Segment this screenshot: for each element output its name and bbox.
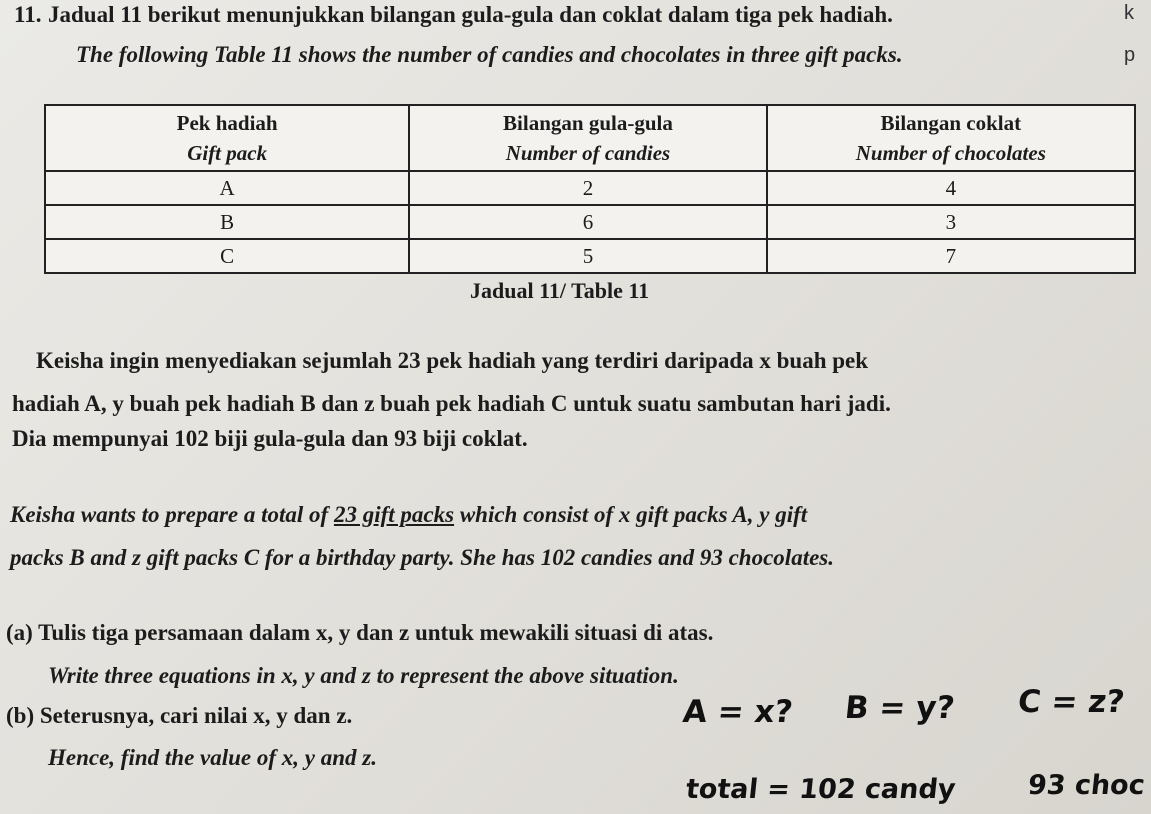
table-row [45,239,1135,273]
table-cell: A [45,171,409,205]
table-row [45,205,1135,239]
table-cell: 2 [409,171,766,205]
header-malay: Bilangan coklat [880,111,1022,135]
part-b-malay: (b) Seterusnya, cari nilai x, y dan z. [6,703,353,728]
table-cell: C [45,239,409,273]
table-header-cell [409,105,766,171]
table-row [45,171,1135,205]
page-edge-char: p [1124,44,1136,66]
paragraph-english-line [10,502,807,528]
paragraph-malay-line: Keisha ingin menyediakan sejumlah 23 pek hadiah yang terdiri daripada x buah pek [36,348,869,373]
header-english: Number of candies [505,141,671,165]
table-cell: 3 [767,205,1135,239]
question-text-malay: Jadual 11 berikut menunjukkan bilangan gula-gula dan coklat dalam tiga pek hadiah. [48,2,893,27]
table-cell: 6 [409,205,766,239]
part-b-english: Hence, find the value of x, y and z. [48,745,377,770]
handwritten-note: A = x? [681,694,795,730]
table-cell: 4 [767,171,1135,205]
handwritten-note: 93 choc [1026,770,1147,801]
page-edge-char: k [1124,2,1134,24]
text-segment: which consist of x gift packs A, y gift [454,502,808,527]
header-english: Number of chocolates [855,141,1046,165]
table-cell: 7 [767,239,1135,273]
handwritten-note: B = y? [843,690,957,726]
paragraph-malay-line: Dia mempunyai 102 biji gula-gula dan 93 biji coklat. [12,426,528,451]
part-a-english: Write three equations in x, y and z to represent the above situation. [48,663,679,688]
header-english: Gift pack [187,141,268,165]
question-text-english: The following Table 11 shows the number of candies and chocolates in three gift packs. [76,42,903,67]
table-header-cell [767,105,1135,171]
table-cell: 5 [409,239,766,273]
paragraph-malay-line: hadiah A, y buah pek hadiah B dan z buah pek hadiah C untuk suatu sambutan hari jadi. [12,391,891,416]
underlined-text: 23 gift packs [333,502,455,527]
table-cell: B [45,205,409,239]
paragraph-english-line: packs B and z gift packs C for a birthday party. She has 102 candies and 93 chocolates. [10,545,834,570]
gift-pack-table [44,104,1136,274]
table-header-row [45,105,1135,171]
table-header-cell [45,105,409,171]
header-malay: Pek hadiah [176,111,278,135]
handwritten-note: C = z? [1016,684,1127,720]
question-number: 11. [14,2,42,27]
table-caption: Jadual 11/ Table 11 [470,278,650,303]
part-a-malay: (a) Tulis tiga persamaan dalam x, y dan z untuk mewakili situasi di atas. [6,620,714,645]
header-malay: Bilangan gula-gula [503,111,673,135]
text-segment: Keisha wants to prepare a total of [10,502,334,527]
handwritten-note: total = 102 candy [684,774,958,805]
